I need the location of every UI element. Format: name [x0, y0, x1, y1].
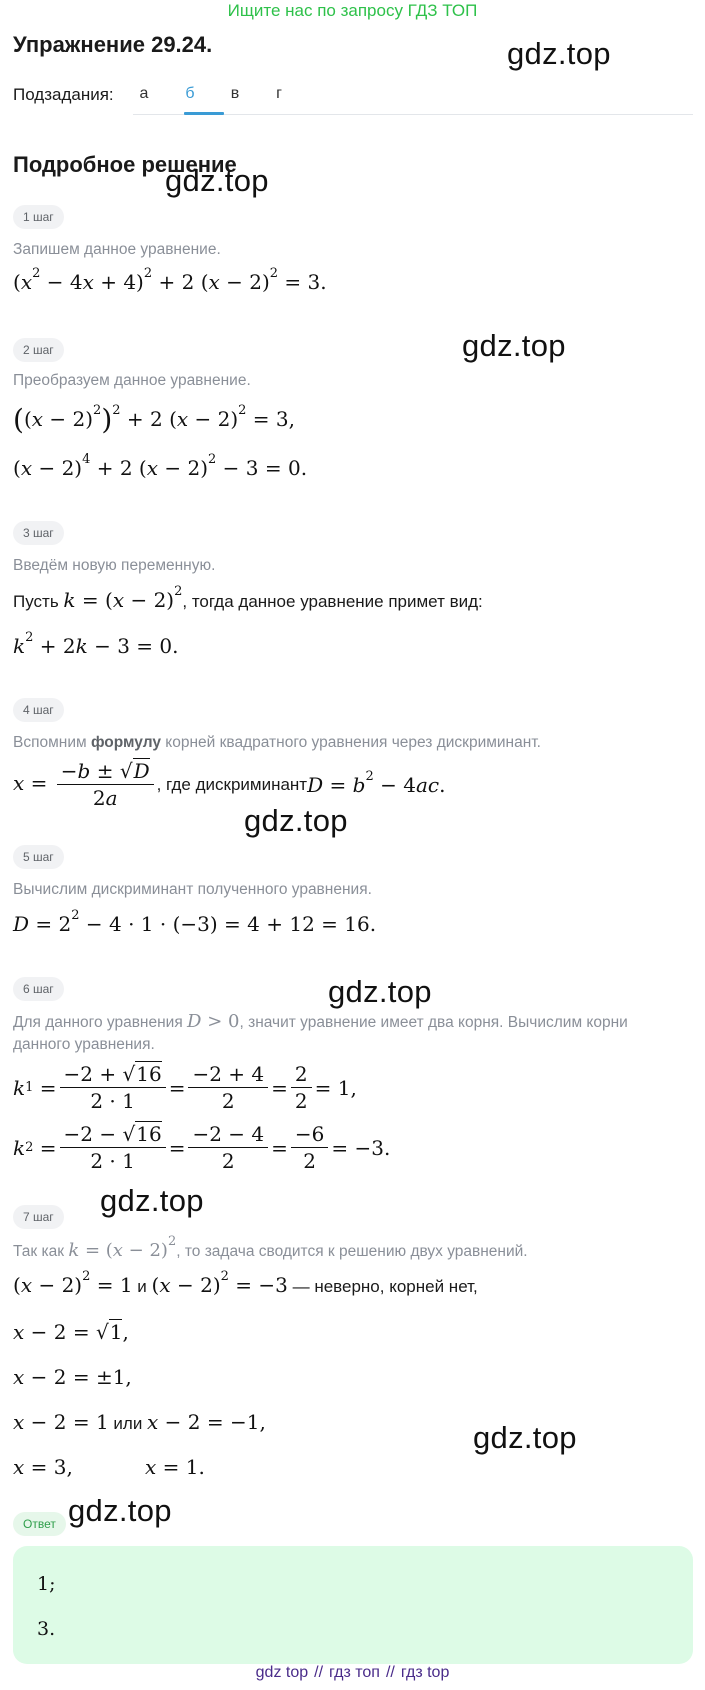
watermark: gdz.top [462, 328, 566, 363]
watermark: gdz.top [68, 1493, 172, 1528]
hint-part: , то задача сводится к решению двух уравнений. [176, 1243, 528, 1260]
step-hint: Преобразуем данное уравнение. [13, 372, 251, 389]
text-or: или [108, 1414, 148, 1433]
watermark: gdz.top [507, 36, 611, 71]
footer-links [0, 1664, 705, 1682]
footer-link[interactable]: гдз топ [329, 1664, 380, 1681]
watermark: gdz.top [473, 1420, 577, 1455]
step-badge: 1 шаг [13, 205, 64, 229]
text-then: , тогда данное уравнение примет вид: [182, 592, 483, 611]
step-hint [13, 1011, 628, 1032]
exercise-title: Упражнение 29.24. [13, 32, 213, 57]
step-badge: 7 шаг [13, 1205, 64, 1229]
step-badge: 4 шаг [13, 698, 64, 722]
equation: $((x - 2)^2)^2 + 2$ $(x - 2)^2 = 3$, [13, 403, 296, 436]
step-hint: Введём новую переменную. [13, 557, 216, 574]
tab-a[interactable]: а [139, 85, 149, 102]
text-wrong: — неверно, корней нет, [287, 1277, 478, 1296]
watermark: gdz.top [244, 803, 348, 838]
text-and: и [132, 1277, 152, 1296]
subtasks-label: Подзадания: [13, 85, 114, 104]
section-title: Подробное решение [13, 152, 237, 177]
hint-part: Вспомним [13, 734, 91, 751]
step-hint: данного уравнения. [13, 1036, 155, 1053]
hint-part: корней квадратного уравнения через дискриминант. [160, 734, 541, 751]
formula: $k = (x - 2)^2$ [68, 1234, 177, 1261]
answer-badge: Ответ [13, 1512, 66, 1536]
equation: x = 3, [13, 1455, 73, 1479]
step-badge: 5 шаг [13, 845, 64, 869]
equation: $D = 2^2 - 4 \cdot 1 \cdot (-3) = 4 + 12 = 16$. [13, 908, 377, 936]
tab-g[interactable]: г [276, 85, 282, 102]
two-equations-line [13, 1269, 478, 1297]
step-badge: 6 шаг [13, 977, 64, 1001]
equation: x − 2 = ±1, [13, 1365, 132, 1389]
equation: x = 1. [145, 1455, 205, 1479]
footer-link[interactable]: gdz top [255, 1664, 309, 1681]
step-badge: 3 шаг [13, 521, 64, 545]
top-banner[interactable]: Ищите нас по запросу ГДЗ ТОП [227, 1, 478, 20]
text-where: , где дискриминант [156, 774, 308, 794]
hint-part: , значит уравнение имеет два корня. Вычислим корни [239, 1014, 628, 1031]
watermark: gdz.top [100, 1183, 204, 1218]
equation: x − 2 = √1, [13, 1320, 129, 1344]
step-hint [13, 734, 541, 752]
formula-link[interactable]: формулу [90, 734, 161, 751]
equation: $(x - 2)^4 + 2$ $(x - 2)^2 - 3 = 0$. [13, 452, 308, 480]
formula: x − 2 = −1, [147, 1410, 266, 1434]
equation: $k^2 + 2k - 3 = 0$. [13, 630, 179, 658]
substitution-line [13, 584, 483, 612]
watermark: gdz.top [328, 974, 432, 1009]
formula: $(x - 2)^2 = -3$ [151, 1269, 288, 1297]
footer-separator: // [385, 1664, 395, 1681]
text-let: Пусть [13, 592, 64, 611]
step-hint [13, 1234, 528, 1261]
formula: $D = b^2 - 4ac$. [307, 768, 446, 797]
step-hint: Вычислим дискриминант полученного уравнения. [13, 881, 372, 898]
hint-part: Для данного уравнения [13, 1014, 188, 1031]
formula: $k = (x - 2)^2$ [63, 584, 183, 612]
hint-part: Так как [13, 1243, 69, 1260]
formula: D > 0 [187, 1011, 240, 1032]
watermark: gdz.top [165, 163, 269, 198]
footer-link[interactable]: гдз top [400, 1664, 450, 1681]
or-line [13, 1410, 266, 1434]
step-hint: Запишем данное уравнение. [13, 241, 221, 258]
tab-v[interactable]: в [230, 85, 240, 102]
active-tab-indicator [184, 112, 224, 115]
formula: x = $\frac{-b \pm √D}{2a}$ [13, 760, 157, 809]
answer-line: 1; [37, 1573, 56, 1595]
quadratic-formula-line [13, 760, 445, 809]
tab-b[interactable]: б [185, 85, 195, 102]
equation: k 1 = $\frac{-2 + √16}{2 \cdot 1}$ = $\frac{-2 + 4}{2}$ = $\frac{2}{2}$ = 1, [13, 1062, 357, 1113]
formula: x − 2 = 1 [13, 1410, 109, 1434]
answer-box [13, 1546, 693, 1664]
equation: $(x^2 - 4x + 4)^2 + 2$ $(x - 2)^2 = 3$. [13, 266, 327, 294]
footer-separator: // [314, 1664, 324, 1681]
step-badge: 2 шаг [13, 338, 64, 362]
answer-line: 3. [37, 1618, 56, 1640]
equation: k 2 = $\frac{-2 - √16}{2 \cdot 1}$ = $\frac{-2 - 4}{2}$ = $\frac{-6}{2}$ = −3. [13, 1122, 391, 1173]
formula: $(x - 2)^2 = 1$ [13, 1269, 133, 1297]
